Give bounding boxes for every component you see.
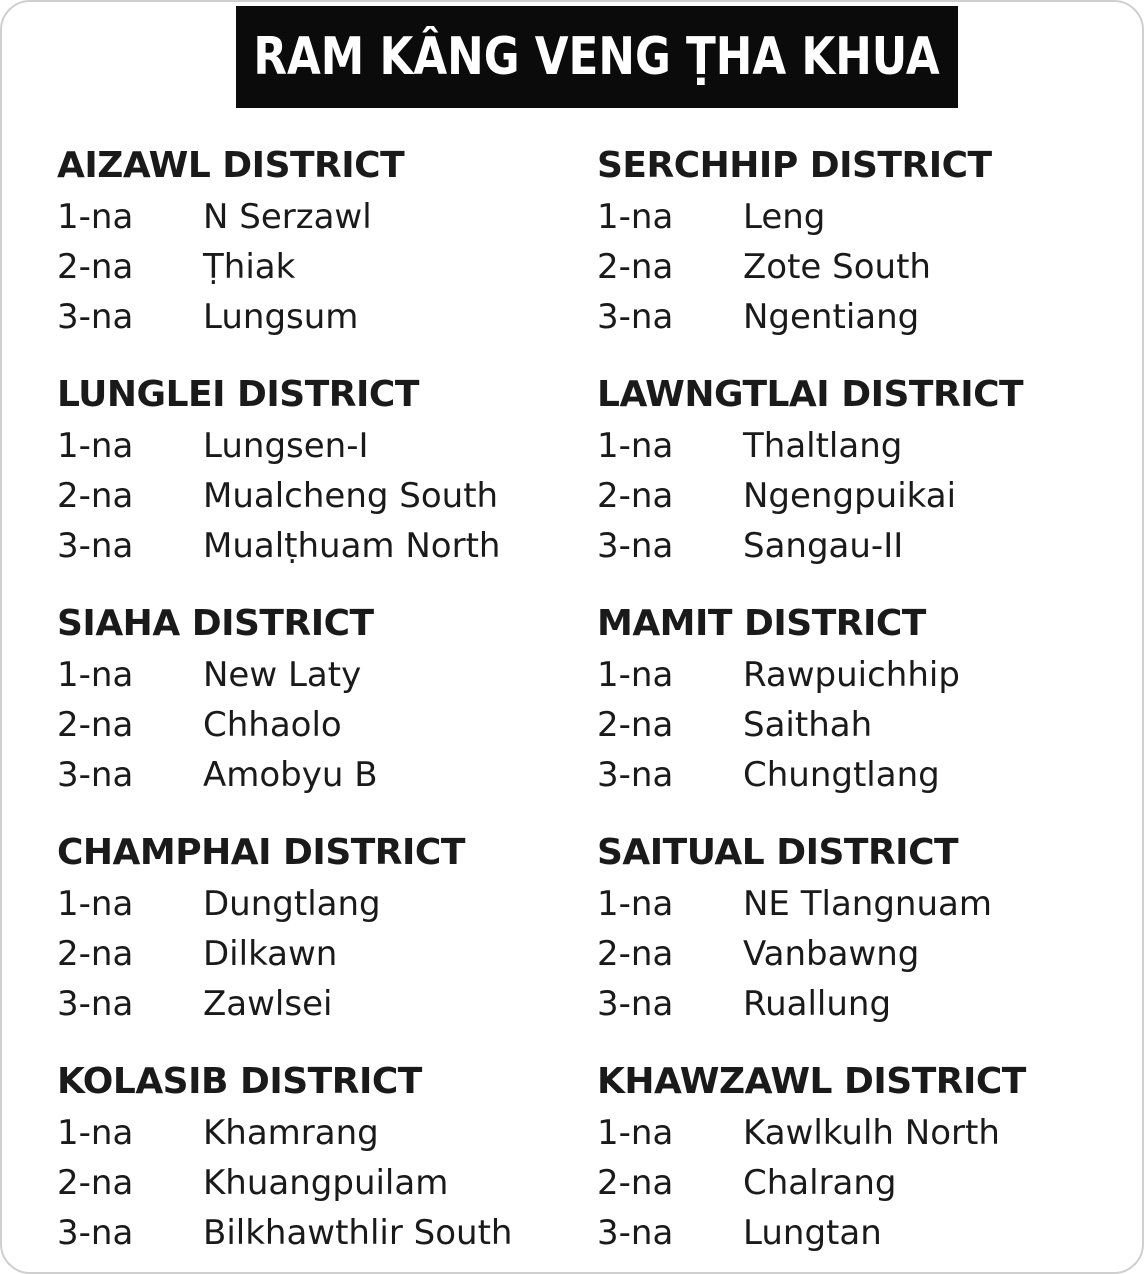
district-section-saitual [597, 827, 1112, 1029]
village-row [57, 650, 597, 700]
rank-label: 2-na [57, 934, 134, 974]
village-row [57, 292, 597, 342]
village-name: Rawpuichhip [743, 655, 960, 695]
rank-label: 3-na [597, 755, 674, 795]
village-row [597, 979, 1112, 1029]
village-row [57, 1208, 597, 1258]
village-name: Khamrang [203, 1113, 379, 1153]
rank-label: 3-na [597, 1213, 674, 1253]
rank-label: 1-na [57, 884, 134, 924]
village-row [597, 1158, 1112, 1208]
village-row [597, 471, 1112, 521]
village-row [57, 979, 597, 1029]
village-name: Dilkawn [203, 934, 338, 974]
village-name: Thaltlang [743, 426, 903, 466]
village-row [57, 1158, 597, 1208]
village-name: Ngentiang [743, 297, 920, 337]
village-row [597, 750, 1112, 800]
district-section-lunglei [57, 369, 597, 571]
village-name: Chhaolo [203, 705, 342, 745]
district-heading: MAMIT DISTRICT [597, 603, 926, 644]
rank-label: 1-na [57, 655, 134, 695]
village-row [57, 1108, 597, 1158]
village-name: Zote South [743, 247, 931, 287]
village-row [57, 192, 597, 242]
rank-label: 3-na [57, 1213, 134, 1253]
rank-label: 1-na [597, 426, 674, 466]
rank-label: 3-na [597, 526, 674, 566]
village-name: Lungtan [743, 1213, 882, 1253]
district-section-khawzawl [597, 1056, 1112, 1258]
district-heading: CHAMPHAI DISTRICT [57, 832, 465, 873]
village-row [597, 421, 1112, 471]
district-heading: LAWNGTLAI DISTRICT [597, 374, 1024, 415]
village-name: Khuangpuilam [203, 1163, 449, 1203]
district-heading: SIAHA DISTRICT [57, 603, 374, 644]
village-name: New Laty [203, 655, 362, 695]
rank-label: 2-na [597, 1163, 674, 1203]
title-banner [236, 6, 958, 108]
village-name: Lungsum [203, 297, 359, 337]
rank-label: 3-na [597, 984, 674, 1024]
rank-label: 1-na [597, 655, 674, 695]
village-name: Amobyu B [203, 755, 378, 795]
village-name: Mualṭhuam North [203, 526, 501, 566]
rank-label: 2-na [597, 247, 674, 287]
rank-label: 3-na [57, 526, 134, 566]
village-row [57, 242, 597, 292]
village-row [597, 1108, 1112, 1158]
district-section-serchhip [597, 140, 1112, 342]
rank-label: 1-na [597, 884, 674, 924]
district-heading: KHAWZAWL DISTRICT [597, 1061, 1026, 1102]
rank-label: 2-na [597, 934, 674, 974]
village-name: Sangau-II [743, 526, 904, 566]
village-row [597, 929, 1112, 979]
village-row [57, 700, 597, 750]
village-row [57, 879, 597, 929]
village-row [597, 521, 1112, 571]
rank-label: 2-na [57, 705, 134, 745]
village-row [597, 879, 1112, 929]
village-name: N Serzawl [203, 197, 372, 237]
village-name: NE Tlangnuam [743, 884, 992, 924]
rank-label: 1-na [57, 197, 134, 237]
rank-label: 1-na [597, 197, 674, 237]
page-title: RAM KÂNG VENG ṬHA KHUA [253, 27, 941, 87]
village-name: Kawlkulh North [743, 1113, 1000, 1153]
village-row [57, 421, 597, 471]
village-row [597, 292, 1112, 342]
rank-label: 2-na [57, 1163, 134, 1203]
village-name: Dungtlang [203, 884, 381, 924]
district-heading: SAITUAL DISTRICT [597, 832, 959, 873]
rank-label: 3-na [57, 984, 134, 1024]
district-heading: SERCHHIP DISTRICT [597, 145, 992, 186]
district-section-lawngtlai [597, 369, 1112, 571]
village-name: Chalrang [743, 1163, 897, 1203]
village-row [597, 192, 1112, 242]
rank-label: 1-na [597, 1113, 674, 1153]
village-row [597, 1208, 1112, 1258]
village-name: Zawlsei [203, 984, 333, 1024]
village-name: Chungtlang [743, 755, 940, 795]
district-section-mamit [597, 598, 1112, 800]
district-section-champhai [57, 827, 597, 1029]
village-name: Saithah [743, 705, 873, 745]
village-row [597, 650, 1112, 700]
district-section-aizawl [57, 140, 597, 342]
rank-label: 1-na [57, 426, 134, 466]
district-section-siaha [57, 598, 597, 800]
rank-label: 1-na [57, 1113, 134, 1153]
rank-label: 2-na [597, 476, 674, 516]
district-section-kolasib [57, 1056, 597, 1258]
village-name: Ngengpuikai [743, 476, 957, 516]
village-row [57, 521, 597, 571]
district-heading: AIZAWL DISTRICT [57, 145, 405, 186]
village-row [597, 242, 1112, 292]
rank-label: 3-na [597, 297, 674, 337]
district-heading: KOLASIB DISTRICT [57, 1061, 422, 1102]
district-grid [2, 108, 1142, 1258]
village-row [597, 700, 1112, 750]
village-name: Ṭhiak [203, 247, 296, 287]
village-name: Vanbawng [743, 934, 920, 974]
village-name: Lungsen-I [203, 426, 369, 466]
village-row [57, 929, 597, 979]
village-name: Bilkhawthlir South [203, 1213, 513, 1253]
rank-label: 3-na [57, 297, 134, 337]
village-row [57, 750, 597, 800]
village-row [57, 471, 597, 521]
village-name: Ruallung [743, 984, 892, 1024]
rank-label: 2-na [597, 705, 674, 745]
rank-label: 2-na [57, 476, 134, 516]
village-name: Leng [743, 197, 826, 237]
rank-label: 3-na [57, 755, 134, 795]
village-name: Mualcheng South [203, 476, 499, 516]
rank-label: 2-na [57, 247, 134, 287]
district-heading: LUNGLEI DISTRICT [57, 374, 419, 415]
